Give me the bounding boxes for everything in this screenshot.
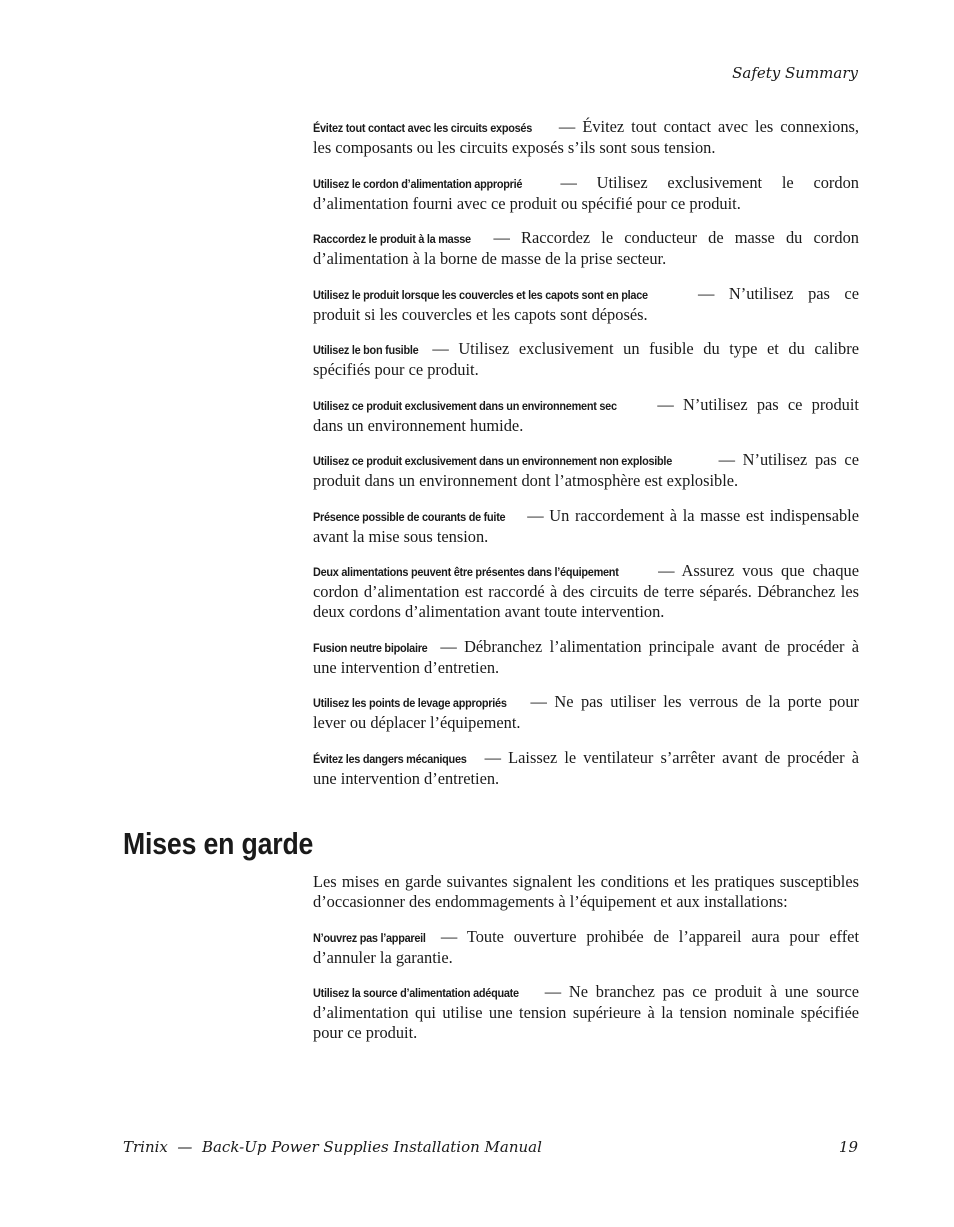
caution-lead: Utilisez la source d’alimentation adéquate <box>313 986 519 1000</box>
precaution-item <box>313 748 859 789</box>
precaution-text: N’utilisez pas ce produit dans un environnement dont l’atmosphère est explosible. <box>313 450 859 490</box>
em-dash: — <box>440 926 458 946</box>
precaution-text: N’utilisez pas ce produit dans un environnement humide. <box>313 394 859 435</box>
precaution-item <box>313 561 859 622</box>
precaution-text: Raccordez le conducteur de masse du cordon d’alimentation à la borne de masse de la prise secteur. <box>313 228 859 268</box>
precaution-lead: Évitez tout contact avec les circuits exposés <box>313 121 533 135</box>
precaution-lead: Utilisez ce produit exclusivement dans un environnement sec <box>313 398 617 413</box>
section-heading: Mises en garde <box>123 826 314 861</box>
precaution-item <box>313 284 859 325</box>
caution-item <box>313 982 859 1043</box>
precautions-list <box>313 117 859 803</box>
em-dash: — <box>440 636 457 656</box>
em-dash: — <box>657 394 674 414</box>
em-dash: — <box>658 561 675 580</box>
precaution-item <box>313 450 859 491</box>
em-dash: — <box>527 505 544 525</box>
precaution-lead: Utilisez ce produit exclusivement dans un environnement non explosible <box>313 454 672 468</box>
precaution-item <box>313 692 859 733</box>
precaution-item <box>313 228 859 269</box>
precaution-text: Évitez tout contact avec les connexions, les composants ou les circuits exposés s’ils sont sous tension. <box>313 117 859 157</box>
em-dash: — <box>530 692 547 711</box>
precaution-item <box>313 506 859 547</box>
em-dash: — <box>560 172 577 192</box>
caution-item <box>313 927 859 968</box>
em-dash: — <box>697 283 715 303</box>
running-head: Safety Summary <box>732 64 858 82</box>
precaution-text: Utilisez exclusivement le cordon d’alimentation fourni avec ce produit ou spécifié pour ce produit. <box>313 172 859 213</box>
precaution-text: Utilisez exclusivement un fusible du type et du calibre spécifiés pour ce produit. <box>313 339 859 379</box>
precaution-lead: Deux alimentations peuvent être présentes dans l’équipement <box>313 565 619 579</box>
precaution-text: Laissez le ventilateur s’arrêter avant de procéder à une intervention d’entretien. <box>313 747 859 788</box>
em-dash: — <box>718 450 735 469</box>
mises-en-garde-section <box>313 872 859 1058</box>
precaution-item <box>313 339 859 380</box>
precaution-lead: Utilisez les points de levage appropriés <box>313 696 507 710</box>
precaution-lead: Raccordez le produit à la masse <box>313 232 471 246</box>
footer-title: Trinix — Back-Up Power Supplies Installation Manual <box>123 1138 542 1156</box>
precaution-lead: Utilisez le cordon d’alimentation approprié <box>313 176 523 191</box>
precaution-text: Assurez vous que chaque cordon d’alimentation est raccordé à des circuits de terre séparés. Débranchez les deux cordons d’alimentation avant toute intervention. <box>313 561 859 621</box>
precaution-lead: Utilisez le bon fusible <box>313 343 419 357</box>
precaution-lead: Fusion neutre bipolaire <box>313 640 428 655</box>
precaution-item <box>313 637 859 678</box>
precaution-text: N’utilisez pas ce produit si les couvercles et les capots sont déposés. <box>313 283 859 324</box>
precaution-text: Ne pas utiliser les verrous de la porte pour lever ou déplacer l’équipement. <box>313 692 859 732</box>
precaution-item <box>313 173 859 214</box>
precaution-text: Débranchez l’alimentation principale avant de procéder à une intervention d’entretien. <box>313 636 859 677</box>
section-intro: Les mises en garde suivantes signalent les conditions et les pratiques susceptibles d’occasionner des endommagements à l’équipement et aux installations: <box>313 872 859 911</box>
caution-text: Toute ouverture prohibée de l’appareil aura pour effet d’annuler la garantie. <box>313 926 859 967</box>
em-dash: — <box>432 339 449 358</box>
em-dash: — <box>558 117 576 136</box>
precaution-text: Un raccordement à la masse est indispensable avant la mise sous tension. <box>313 505 859 546</box>
em-dash: — <box>484 747 501 767</box>
precaution-lead: Utilisez le produit lorsque les couvercles et les capots sont en place <box>313 287 648 302</box>
caution-text: Ne branchez pas ce produit à une source d’alimentation qui utilise une tension supérieure à la tension nominale spécifiée pour ce produit. <box>313 982 859 1042</box>
precaution-item <box>313 395 859 436</box>
page-number: 19 <box>838 1138 858 1156</box>
em-dash: — <box>544 982 562 1001</box>
precaution-lead: Présence possible de courants de fuite <box>313 509 506 524</box>
em-dash: — <box>493 228 510 247</box>
caution-lead: N’ouvrez pas l’appareil <box>313 930 426 945</box>
precaution-item <box>313 117 859 158</box>
precaution-lead: Évitez les dangers mécaniques <box>313 751 467 766</box>
